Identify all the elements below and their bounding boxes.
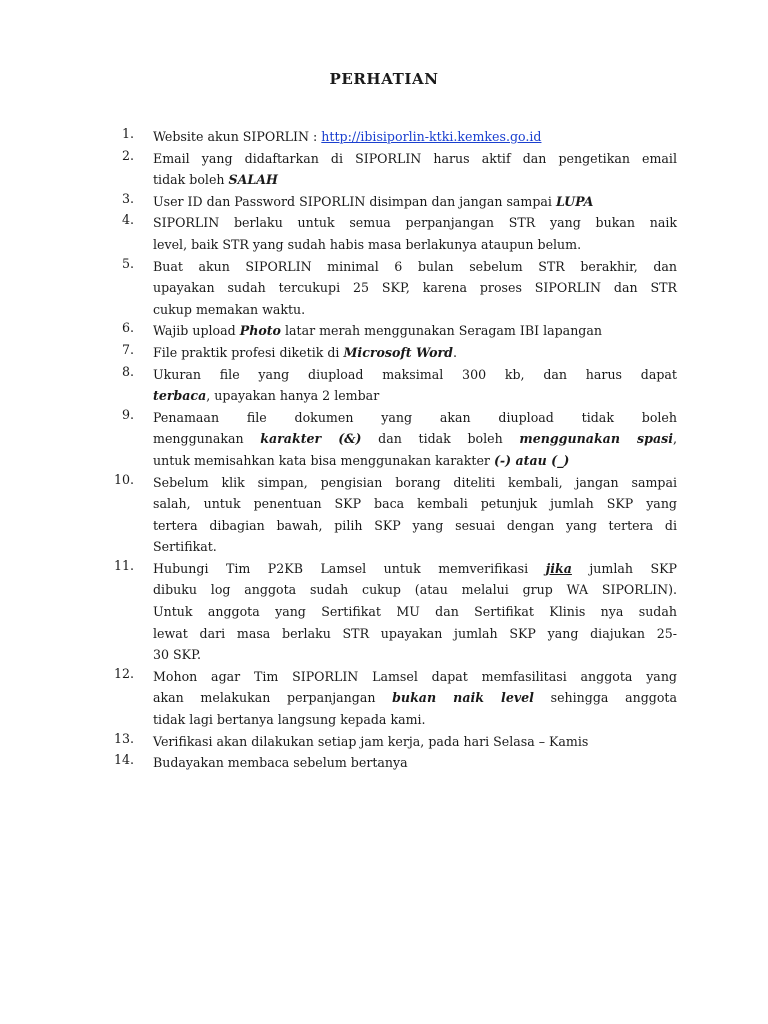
text-line: [153, 579, 677, 601]
text-run: menggunakan: [153, 431, 261, 447]
text-line: [153, 666, 677, 688]
text-run: SIPORLIN berlaku untuk semua perpanjangan STR yang bukan naik: [153, 215, 677, 231]
list-item: [0, 472, 768, 558]
text-run: level, baik STR yang sudah habis masa berlakunya ataupun belum.: [153, 236, 582, 252]
text-line: [153, 731, 677, 753]
list-item: [0, 558, 768, 666]
emphasis-text: jika: [545, 560, 572, 576]
text-run: .: [452, 344, 457, 360]
text-run: Sebelum klik simpan, pengisian borang diteliti kembali, jangan sampai: [153, 474, 677, 490]
text-run: Penamaan file dokumen yang akan diupload tidak boleh: [153, 409, 677, 425]
item-text: [153, 126, 677, 148]
text-run: tertera dibagian bawah, pilih SKP yang sesuai dengan yang tertera di: [153, 517, 677, 533]
emphasis-text: Photo: [239, 323, 281, 339]
item-number: 8.: [121, 363, 134, 379]
list-item: [0, 342, 768, 364]
text-line: [153, 493, 677, 515]
item-text: [153, 472, 677, 558]
item-number: 14.: [113, 752, 134, 768]
item-number: 12.: [113, 665, 134, 681]
text-line: [153, 212, 677, 234]
text-line: [153, 450, 677, 472]
text-run: dibuku log anggota sudah cukup (atau melalui grup WA SIPORLIN).: [153, 582, 677, 598]
text-line: [153, 428, 677, 450]
item-text: [153, 407, 677, 472]
text-run: lewat dari masa berlaku STR upayakan jumlah SKP yang diajukan 25-: [153, 625, 677, 641]
text-run: Buat akun SIPORLIN minimal 6 bulan sebelum STR berakhir, dan: [153, 258, 677, 274]
list-item: [0, 126, 768, 148]
text-line: [153, 644, 677, 666]
text-run: 30 SKP.: [153, 647, 201, 663]
text-run: sehingga anggota: [533, 690, 677, 706]
text-run: Verifikasi akan dilakukan setiap jam kerja, pada hari Selasa – Kamis: [153, 733, 589, 749]
text-line: [153, 536, 677, 558]
text-line: [153, 299, 677, 321]
text-line: [153, 191, 677, 213]
text-run: Budayakan membaca sebelum bertanya: [153, 755, 408, 771]
text-line: [153, 623, 677, 645]
item-text: [153, 558, 677, 666]
text-run: cukup memakan waktu.: [153, 301, 306, 317]
text-line: [153, 256, 677, 278]
text-line: [153, 169, 677, 191]
item-text: [153, 752, 677, 774]
text-line: [153, 148, 677, 170]
item-number: 1.: [121, 126, 134, 141]
text-run: Untuk anggota yang Sertifikat MU dan Sertifikat Klinis nya sudah: [153, 604, 677, 620]
list-item: [0, 320, 768, 342]
text-line: [153, 342, 677, 364]
text-line: [153, 234, 677, 256]
list-item: [0, 407, 768, 472]
text-line: [153, 126, 677, 148]
item-text: [153, 364, 677, 407]
text-run: dan tidak boleh: [361, 431, 520, 447]
emphasis-text: Microsoft Word: [343, 344, 453, 360]
item-number: 5.: [121, 255, 134, 271]
text-run: Ukuran file yang diupload maksimal 300 kb, dan harus dapat: [153, 366, 677, 382]
list-item: [0, 666, 768, 731]
text-line: [153, 601, 677, 623]
item-number: 10.: [113, 471, 134, 487]
text-line: [153, 752, 677, 774]
item-text: [153, 320, 677, 342]
text-run: latar merah menggunakan Seragam IBI lapangan: [280, 323, 602, 339]
text-run: jumlah SKP: [571, 560, 677, 576]
list-item: [0, 148, 768, 191]
item-text: [153, 731, 677, 753]
text-run: User ID dan Password SIPORLIN disimpan dan jangan sampai: [153, 193, 556, 209]
text-run: upayakan sudah tercukupi 25 SKP, karena proses SIPORLIN dan STR: [153, 280, 677, 296]
instruction-list: [0, 126, 768, 774]
text-line: [153, 472, 677, 494]
item-number: 6.: [121, 320, 134, 336]
text-run: tidak boleh: [153, 172, 229, 188]
item-number: 7.: [121, 341, 134, 357]
item-text: [153, 191, 677, 213]
text-run: File praktik profesi diketik di: [153, 344, 344, 360]
text-line: [153, 407, 677, 429]
emphasis-text: bukan naik level: [392, 690, 534, 706]
text-run: untuk memisahkan kata bisa menggunakan karakter: [153, 452, 494, 468]
text-line: [153, 320, 677, 342]
text-run: ,: [672, 431, 677, 447]
item-text: [153, 212, 677, 255]
text-line: [153, 687, 677, 709]
item-text: [153, 256, 677, 321]
text-run: Wajib upload: [153, 323, 240, 339]
page-title: PERHATIAN: [329, 70, 439, 88]
item-number: 11.: [113, 557, 134, 573]
text-line: [153, 709, 677, 731]
list-item: [0, 364, 768, 407]
text-run: salah, untuk penentuan SKP baca kembali petunjuk jumlah SKP yang: [153, 496, 677, 512]
item-number: 9.: [121, 406, 134, 422]
list-item: [0, 731, 768, 753]
text-line: [153, 277, 677, 299]
list-item: [0, 256, 768, 321]
text-run: Mohon agar Tim SIPORLIN Lamsel dapat memfasilitasi anggota yang: [153, 668, 677, 684]
emphasis-text: SALAH: [228, 172, 278, 188]
item-text: [153, 342, 677, 364]
emphasis-text: terbaca: [153, 388, 207, 404]
emphasis-text: LUPA: [555, 193, 594, 209]
item-number: 13.: [113, 730, 134, 746]
item-text: [153, 148, 677, 191]
list-item: [0, 191, 768, 213]
list-item: [0, 212, 768, 255]
item-number: 3.: [121, 190, 134, 206]
text-run: tidak lagi bertanya langsung kepada kami.: [153, 712, 426, 728]
text-run: Hubungi Tim P2KB Lamsel untuk memverifikasi: [153, 560, 546, 576]
text-line: [153, 558, 677, 580]
text-run: akan melakukan perpanjangan: [153, 690, 393, 706]
text-line: [153, 385, 677, 407]
emphasis-text: menggunakan spasi: [519, 431, 673, 447]
text-run: , upayakan hanya 2 lembar: [206, 388, 380, 404]
item-number: 4.: [121, 212, 134, 228]
emphasis-text: karakter (&): [260, 431, 362, 447]
text-line: [153, 515, 677, 537]
item-text: [153, 666, 677, 731]
text-line: [153, 364, 677, 386]
emphasis-text: (-) atau (_): [493, 452, 570, 468]
website-link[interactable]: http://ibisiporlin-ktki.kemkes.go.id: [321, 129, 542, 144]
text-run: Email yang didaftarkan di SIPORLIN harus aktif dan pengetikan email: [153, 150, 677, 166]
list-item: [0, 752, 768, 774]
item-number: 2.: [121, 147, 134, 163]
text-run: Website akun SIPORLIN :: [153, 129, 322, 144]
text-run: Sertifikat.: [153, 539, 217, 555]
